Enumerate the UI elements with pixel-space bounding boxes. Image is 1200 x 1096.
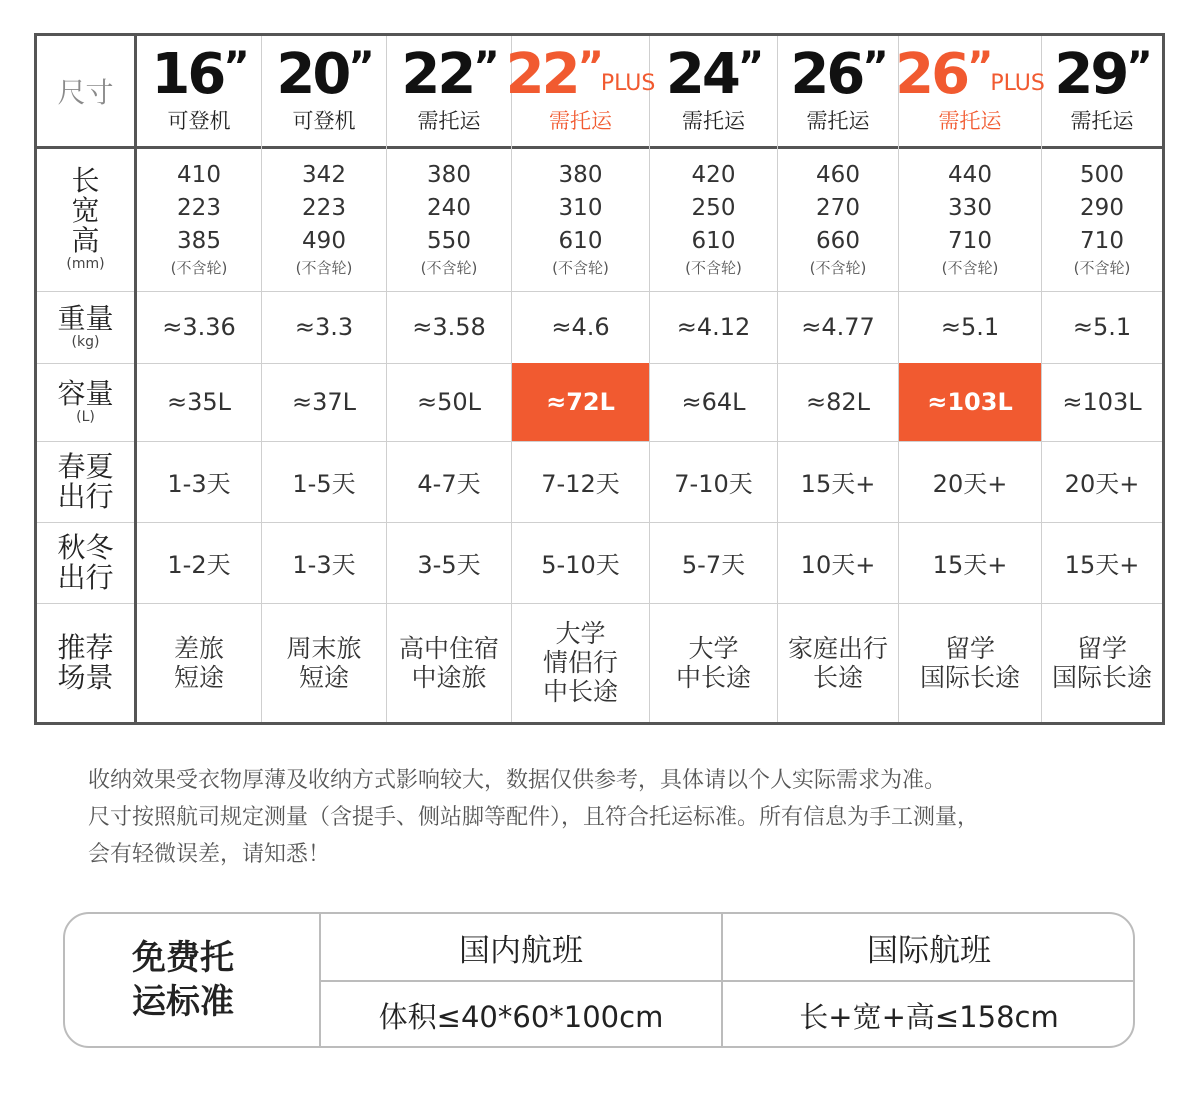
capacity-cell: ≈82L [778, 363, 899, 441]
dimensions-row [37, 146, 1162, 292]
spring-summer-cell: 4-7天 [387, 441, 512, 522]
table-header-row [37, 36, 1162, 149]
scene-cell: 差旅 短途 [137, 603, 262, 722]
domestic-flight-limit: 体积≤40*60*100cm [378, 999, 664, 1034]
dimensions-cell: 410 223 385 (不含轮) [137, 146, 262, 291]
size-label-cell [37, 36, 137, 146]
autumn-winter-cell: 15天+ [899, 522, 1042, 603]
scene-cell: 高中住宿 中途旅 [387, 603, 512, 722]
autumn-winter-label: 秋冬 出行 [37, 522, 137, 603]
international-flight-header: 国际航班 [723, 914, 1135, 982]
weight-cell: ≈5.1 [899, 291, 1042, 363]
capacity-cell: ≈35L [137, 363, 262, 441]
weight-cell: ≈4.12 [650, 291, 778, 363]
capacity-cell: ≈103L [1062, 388, 1142, 416]
autumn-winter-row [37, 522, 1162, 604]
size-sub: 需托运 [1070, 109, 1134, 133]
note-line: 收纳效果受衣物厚薄及收纳方式影响较大，数据仅供参考，具体请以个人实际需求为准。 [88, 768, 947, 793]
spring-summer-cell: 7-10天 [650, 441, 778, 522]
weight-label: 重量 (kg) [37, 291, 137, 363]
size-header-26-plus: 26 ” PLUS 需托运 [899, 36, 1042, 146]
dimensions-cell: 460 270 660 (不含轮) [778, 146, 899, 291]
dimensions-cell: 380 240 550 (不含轮) [387, 146, 512, 291]
size-sub: 需托运 [938, 109, 1002, 133]
spring-summer-cell: 20天+ [899, 441, 1042, 522]
size-header-22: 22 ” 需托运 [387, 36, 512, 146]
size-sub: 需托运 [806, 109, 870, 133]
autumn-winter-cell: 1-3天 [262, 522, 387, 603]
dimensions-cell: 440 330 710 (不含轮) [899, 146, 1042, 291]
autumn-winter-cell: 5-7天 [650, 522, 778, 603]
size-sub: 需托运 [549, 109, 612, 133]
capacity-label: 容量 (L) [37, 363, 137, 441]
scene-cell: 留学 国际长途 [899, 603, 1042, 722]
spring-summer-label: 春夏 出行 [37, 441, 137, 522]
spring-summer-row [37, 441, 1162, 523]
weight-cell: ≈3.3 [262, 291, 387, 363]
spring-summer-cell: 1-5天 [262, 441, 387, 522]
disclaimer-note [88, 762, 1148, 873]
capacity-cell: ≈64L [650, 363, 778, 441]
weight-cell: ≈3.36 [137, 291, 262, 363]
weight-row [37, 291, 1162, 364]
size-header-16: 16 ” 可登机 [137, 36, 262, 146]
size-sub: 可登机 [167, 109, 231, 133]
free-checked-baggage-table [63, 912, 1135, 1048]
size-header-24: 24 ” 需托运 [650, 36, 778, 146]
size-sub: 可登机 [292, 109, 356, 133]
scene-cell: 周末旅 短途 [262, 603, 387, 722]
size-header-26: 26 ” 需托运 [778, 36, 899, 146]
scene-cell: 大学 中长途 [650, 603, 778, 722]
size-header-29: 29 ” 需托运 [1054, 42, 1150, 133]
spring-summer-cell: 20天+ [1064, 470, 1140, 498]
size-sub: 需托运 [417, 109, 481, 133]
spring-summer-cell: 1-3天 [137, 441, 262, 522]
autumn-winter-cell: 5-10天 [512, 522, 650, 603]
domestic-flight-column [321, 914, 723, 1046]
dimensions-cell: 500 290 710 (不含轮) [1073, 162, 1131, 277]
weight-cell: ≈4.6 [512, 291, 650, 363]
scene-cell: 家庭出行 长途 [778, 603, 899, 722]
size-header-20: 20 ” 可登机 [262, 36, 387, 146]
size-label: 尺寸 [57, 76, 114, 109]
scene-cell: 留学 国际长途 [1051, 633, 1152, 692]
spring-summer-cell: 7-12天 [512, 441, 650, 522]
dimensions-cell: 342 223 490 (不含轮) [262, 146, 387, 291]
capacity-cell: ≈37L [262, 363, 387, 441]
note-line: 尺寸按照航司规定测量（含提手、侧站脚等配件），且符合托运标准。所有信息为手工测量， [88, 805, 980, 830]
autumn-winter-cell: 10天+ [778, 522, 899, 603]
weight-cell: ≈4.77 [778, 291, 899, 363]
international-flight-limit: 长+宽+高≤158cm [799, 999, 1059, 1034]
scene-row [37, 603, 1162, 722]
dimensions-cell: 420 250 610 (不含轮) [650, 146, 778, 291]
capacity-cell: ≈50L [387, 363, 512, 441]
capacity-row [37, 363, 1162, 442]
international-flight-column [723, 914, 1135, 1046]
spring-summer-cell: 15天+ [778, 441, 899, 522]
autumn-winter-cell: 1-2天 [137, 522, 262, 603]
autumn-winter-cell: 15天+ [1064, 551, 1140, 579]
capacity-cell-highlight: ≈72L [512, 363, 650, 441]
scene-label: 推荐 场景 [37, 603, 137, 722]
scene-cell: 大学 情侣行 中长途 [512, 603, 650, 722]
capacity-cell-highlight: ≈103L [899, 363, 1042, 441]
domestic-flight-header: 国内航班 [321, 914, 721, 982]
autumn-winter-cell: 3-5天 [387, 522, 512, 603]
dimensions-cell: 380 310 610 (不含轮) [512, 146, 650, 291]
dimensions-label: 长 宽 高 (mm) [37, 146, 137, 291]
note-line: 会有轻微误差，请知悉！ [88, 842, 331, 867]
size-header-22-plus: 22 ” PLUS 需托运 [512, 36, 650, 146]
size-comparison-table [34, 33, 1165, 725]
size-sub: 需托运 [682, 109, 745, 133]
free-checked-title: 免费托 运标准 [65, 914, 321, 1046]
weight-cell: ≈5.1 [1072, 313, 1132, 341]
weight-cell: ≈3.58 [387, 291, 512, 363]
